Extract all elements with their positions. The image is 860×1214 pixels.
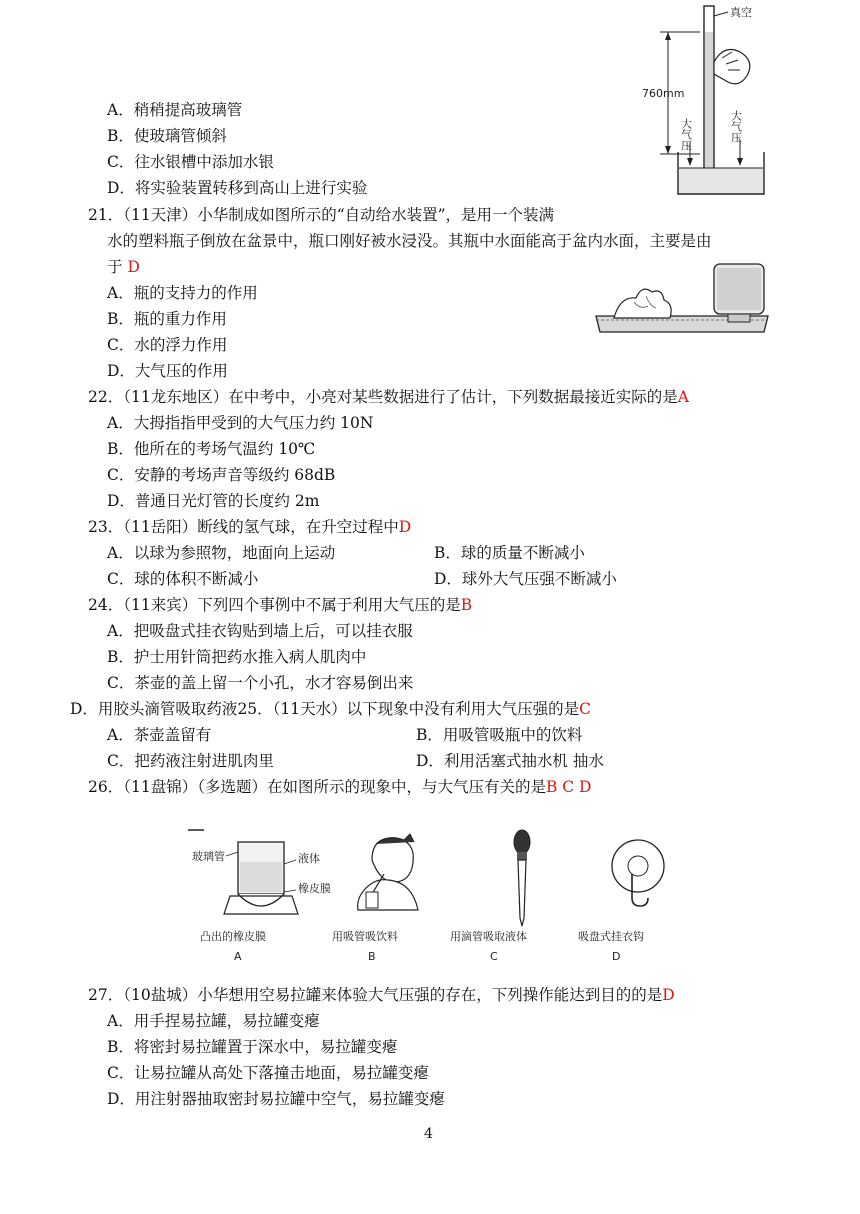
q22-option-a: A．大拇指指甲受到的大气压力约 10N <box>107 414 374 432</box>
q23-stem: 23．（11岳阳）断线的氢气球，在升空过程中D <box>88 518 412 536</box>
vacuum-label: 真空 <box>730 6 752 19</box>
caption-d: 吸盘式挂衣钩 <box>578 930 644 943</box>
q25-option-d: D．利用活塞式抽水机 抽水 <box>416 752 604 770</box>
q21-stem-line3: 于 D <box>107 258 140 276</box>
q22-option-c: C．安静的考场声音等级约 68dB <box>107 466 336 484</box>
label-liquid: 液体 <box>298 852 320 865</box>
figure-d-suction-hook <box>578 840 664 963</box>
q23-option-c: C．球的体积不断减小 <box>107 570 259 588</box>
q20-option-d: D．将实验装置转移到高山上进行实验 <box>107 179 368 197</box>
q26-stem: 26．（11盘锦）（多选题）在如图所示的现象中，与大气压有关的是B C D <box>88 778 592 796</box>
q21-option-a: A．瓶的支持力的作用 <box>107 284 258 302</box>
q26-figure <box>186 822 676 972</box>
figure-a-bulging-membrane <box>192 842 331 963</box>
letter-c: C <box>490 950 498 963</box>
q21-stem-line1: 21．（11天津）小华制成如图所示的“自动给水装置”，是用一个装满 <box>88 206 555 224</box>
caption-c: 用滴管吸取液体 <box>450 930 527 943</box>
torricelli-barometer-figure <box>640 2 770 198</box>
q27-option-a: A．用手捏易拉罐，易拉罐变瘪 <box>107 1012 320 1030</box>
q27-answer: D <box>662 986 675 1004</box>
q23-answer: D <box>398 518 412 536</box>
figure-b-straw-drinking <box>332 834 418 963</box>
q26-answer: B C D <box>545 778 592 796</box>
q20-option-a: A．稍稍提高玻璃管 <box>107 101 243 119</box>
q25-option-b: B．用吸管吸瓶中的饮料 <box>416 726 583 744</box>
q21-stem-line2: 水的塑料瓶子倒放在盆景中，瓶口刚好被水浸没。其瓶中水面能高于盆内水面，主要是由 <box>107 232 712 250</box>
q25-option-c: C．把药液注射进肌肉里 <box>107 752 274 770</box>
letter-d: D <box>612 950 621 963</box>
letter-a: A <box>234 950 242 963</box>
atm-pressure-right-label: 大气压 <box>729 110 743 143</box>
q22-option-b: B．他所在的考场气温约 10℃ <box>107 440 316 458</box>
q20-option-b: B．使玻璃管倾斜 <box>107 127 227 145</box>
caption-a: 凸出的橡皮膜 <box>200 930 266 943</box>
q27-option-b: B．将密封易拉罐置于深水中，易拉罐变瘪 <box>107 1038 398 1056</box>
q25-stem: 25．（11天水）以下现象中没有利用大气压强的是 <box>237 700 580 718</box>
q24-option-a: A．把吸盘式挂衣钩贴到墙上后，可以挂衣服 <box>107 622 413 640</box>
q27-option-d: D．用注射器抽取密封易拉罐中空气，易拉罐变瘪 <box>107 1090 445 1108</box>
letter-b: B <box>368 950 376 963</box>
q25-option-a: A．茶壶盖留有 <box>107 726 212 744</box>
label-glass-tube: 玻璃管 <box>192 850 225 863</box>
auto-watering-device-figure <box>594 258 770 338</box>
q22-stem: 22．（11龙东地区）在中考中，小亮对某些数据进行了估计，下列数据最接近实际的是A <box>88 388 689 406</box>
q23-option-a: A．以球为参照物，地面向上运动 <box>107 544 336 562</box>
caption-b: 用吸管吸饮料 <box>332 930 398 943</box>
atm-pressure-left-label: 大气压 <box>679 118 693 151</box>
height-760mm-label: 760mm <box>642 87 685 100</box>
q22-answer: A <box>677 388 689 406</box>
q24-answer: B <box>460 596 473 614</box>
q24-option-d: D．用胶头滴管吸取药液 <box>70 700 238 718</box>
q20-option-c: C．往水银槽中添加水银 <box>107 153 274 171</box>
q21-option-b: B．瓶的重力作用 <box>107 310 227 328</box>
q27-option-c: C．让易拉罐从高处下落撞击地面，易拉罐变瘪 <box>107 1064 429 1082</box>
figure-c-dropper <box>450 830 530 963</box>
page-number: 4 <box>424 1126 433 1142</box>
q23-option-d: D．球外大气压强不断减小 <box>434 570 617 588</box>
q24-option-b: B．护士用针筒把药水推入病人肌肉中 <box>107 648 367 666</box>
q21-answer: D <box>127 258 140 276</box>
q23-option-b: B．球的质量不断减小 <box>434 544 585 562</box>
q24-stem: 24．（11来宾）下列四个事例中不属于利用大气压的是B <box>88 596 473 614</box>
q24-option-c: C．茶壶的盖上留一个小孔，水才容易倒出来 <box>107 674 414 692</box>
q22-option-d: D．普通日光灯管的长度约 2m <box>107 492 320 510</box>
q24-option-d-and-q25-stem <box>70 699 591 719</box>
label-membrane: 橡皮膜 <box>298 882 331 895</box>
q21-option-c: C．水的浮力作用 <box>107 336 228 354</box>
q25-answer: C <box>579 700 592 718</box>
q27-stem: 27．（10盐城）小华想用空易拉罐来体验大气压强的存在，下列操作能达到目的的是D <box>88 986 675 1004</box>
q21-option-d: D．大气压的作用 <box>107 362 228 380</box>
